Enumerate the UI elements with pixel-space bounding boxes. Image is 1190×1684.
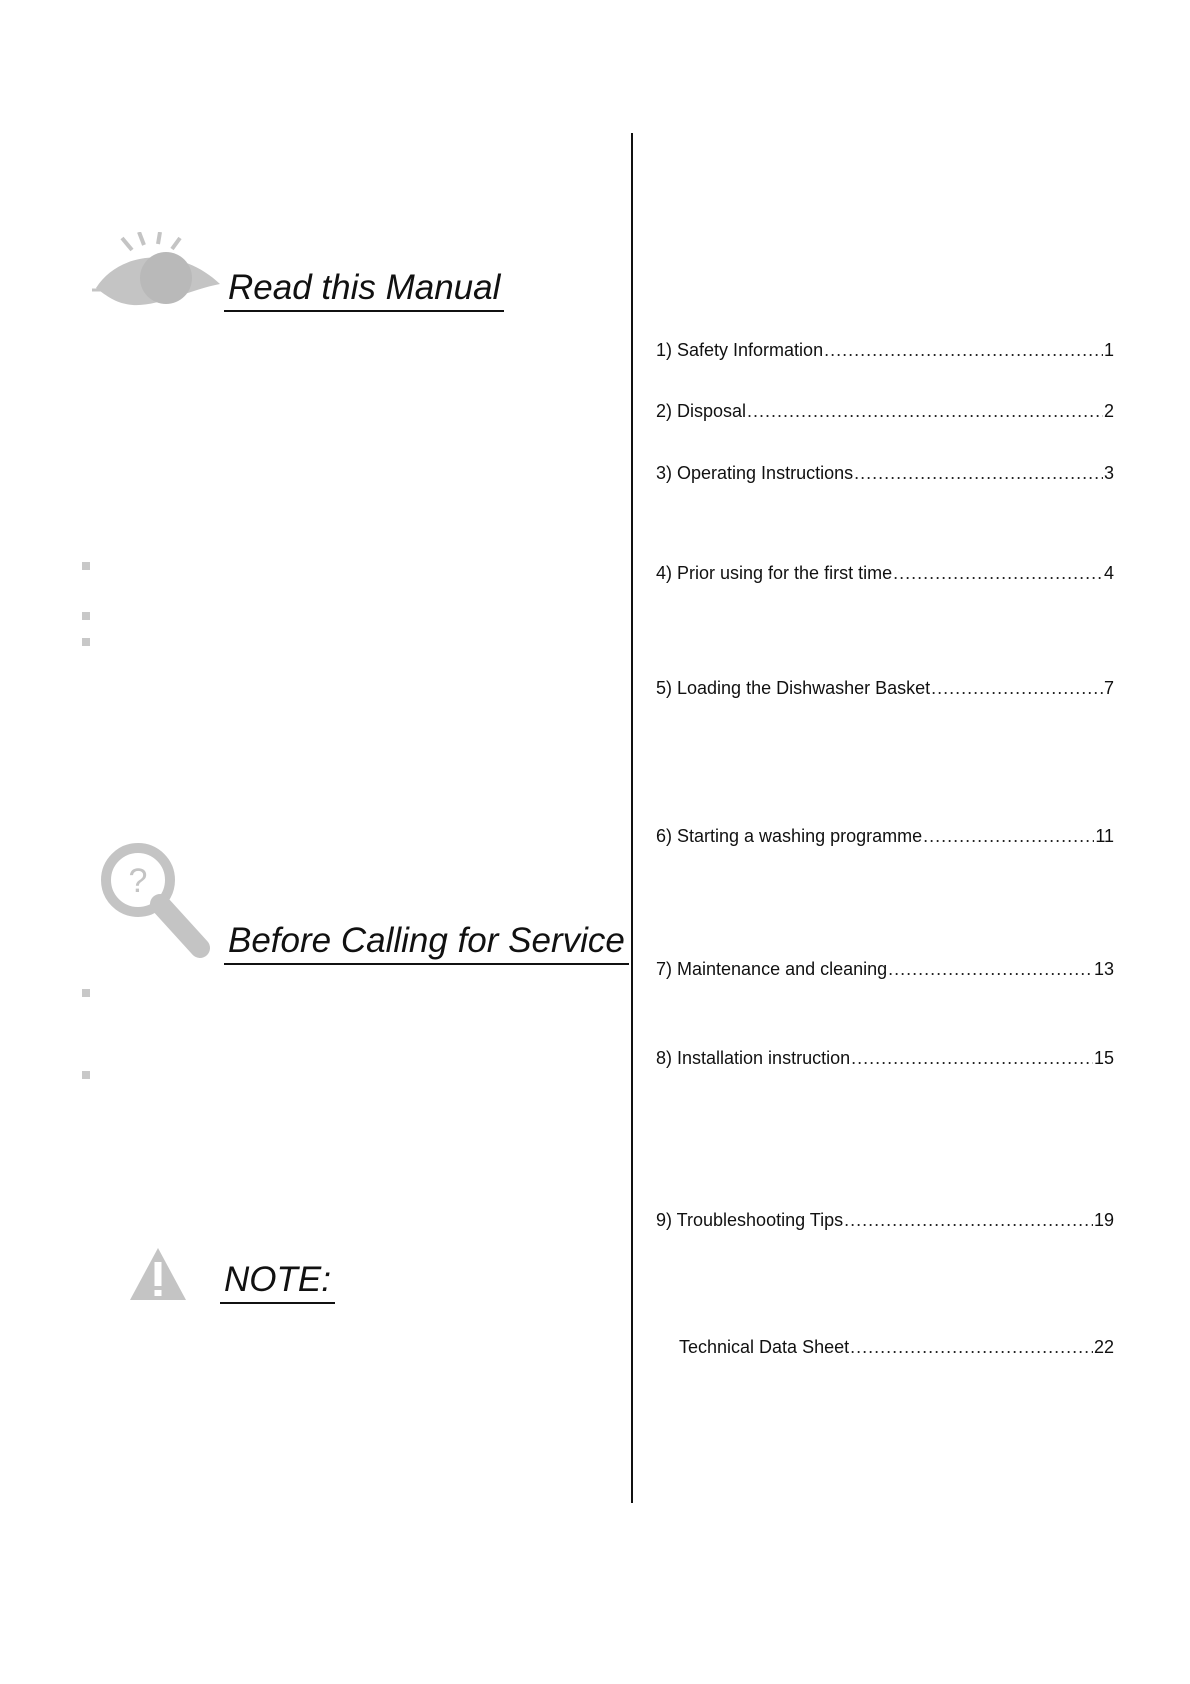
toc-page: 4	[1103, 563, 1114, 583]
note-title: NOTE:	[220, 1260, 335, 1304]
toc-label: Technical Data Sheet	[679, 1337, 850, 1357]
toc-leader	[923, 826, 1094, 847]
service-title: Before Calling for Service	[224, 921, 629, 965]
toc-item[interactable]	[656, 826, 1114, 847]
toc-page: 2	[1103, 401, 1114, 421]
bullet-marker	[82, 638, 90, 646]
toc-page: 22	[1093, 1337, 1114, 1357]
toc-item[interactable]	[656, 401, 1114, 422]
toc-leader	[824, 340, 1103, 361]
bullet-marker	[82, 989, 90, 997]
toc-leader	[931, 678, 1103, 699]
toc-label: 3) Operating Instructions	[656, 463, 854, 483]
toc-label: 4) Prior using for the first time	[656, 563, 893, 583]
eye-icon	[92, 232, 222, 312]
toc-page: 1	[1103, 340, 1114, 360]
toc-leader	[747, 401, 1103, 422]
toc-label: 5) Loading the Dishwasher Basket	[656, 678, 931, 698]
toc-leader	[888, 959, 1093, 980]
toc-label: 1) Safety Information	[656, 340, 824, 360]
toc-page: 11	[1095, 826, 1114, 846]
toc-page: 7	[1103, 678, 1114, 698]
magnifier-question-icon	[98, 838, 214, 962]
toc-leader	[850, 1337, 1093, 1358]
toc-item[interactable]	[656, 1210, 1114, 1231]
toc-item[interactable]	[656, 959, 1114, 980]
toc-item[interactable]	[656, 563, 1114, 584]
toc-leader	[893, 563, 1103, 584]
toc-leader	[854, 463, 1103, 484]
toc-page: 19	[1093, 1210, 1114, 1230]
toc-item[interactable]	[656, 340, 1114, 361]
toc-item[interactable]	[656, 678, 1114, 699]
toc-item[interactable]	[656, 463, 1114, 484]
bullet-marker	[82, 612, 90, 620]
column-divider	[631, 133, 633, 1503]
bullet-marker	[82, 1071, 90, 1079]
toc-page: 3	[1103, 463, 1114, 483]
toc-label: 6) Starting a washing programme	[656, 826, 923, 846]
toc-label: 8) Installation instruction	[656, 1048, 851, 1068]
warning-triangle-icon	[128, 1246, 188, 1302]
toc-page: 13	[1093, 959, 1114, 979]
toc-item[interactable]	[679, 1337, 1114, 1358]
read-manual-title: Read this Manual	[224, 268, 504, 312]
toc-label: 7) Maintenance and cleaning	[656, 959, 888, 979]
toc-leader	[851, 1048, 1093, 1069]
bullet-marker	[82, 562, 90, 570]
toc-label: 9) Troubleshooting Tips	[656, 1210, 844, 1230]
svg-text:?: ?	[128, 862, 148, 900]
toc-leader	[844, 1210, 1093, 1231]
toc-page: 15	[1093, 1048, 1114, 1068]
toc-label: 2) Disposal	[656, 401, 747, 421]
toc-item[interactable]	[656, 1048, 1114, 1069]
